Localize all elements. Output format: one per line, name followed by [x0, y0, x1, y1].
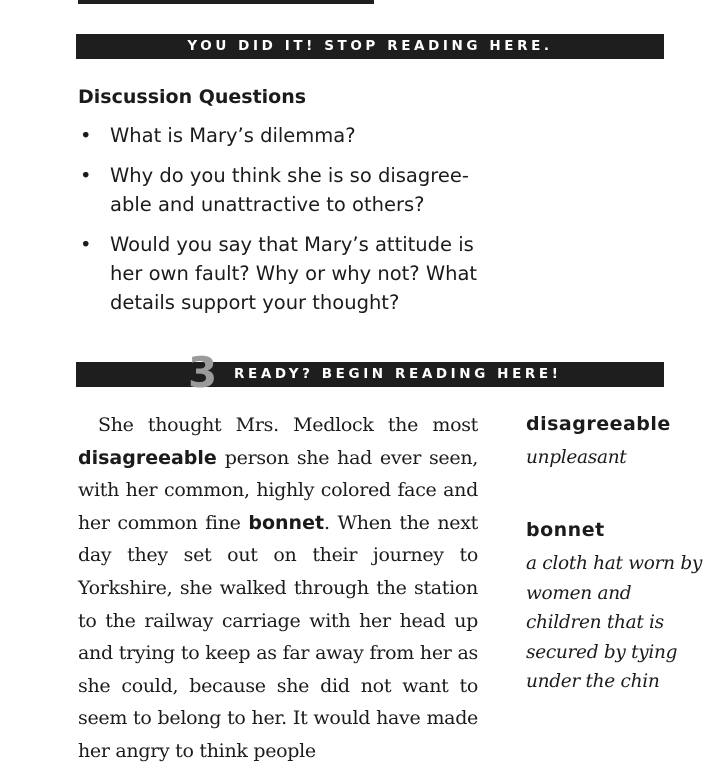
glossary-definition: unpleasant — [526, 447, 627, 468]
passage-text: person she had ever seen, with her common, highly colored face and her common fine — [78, 446, 478, 534]
discussion-questions-list — [78, 121, 498, 328]
previous-section-bar — [78, 0, 374, 4]
discussion-question — [78, 121, 498, 150]
discussion-question — [78, 161, 498, 219]
glossary-term: disagreeable — [526, 413, 671, 435]
reading-passage — [78, 409, 478, 768]
glossary-entry-disagreeable — [526, 411, 706, 473]
question-text: Why do you think she is so disagree-able and unattractive to others? — [110, 164, 469, 216]
stop-reading-banner — [76, 34, 664, 59]
glossary-term: bonnet — [526, 519, 605, 541]
question-text: Would you say that Mary’s attitude is her own fault? Why or why not? What details support your thought? — [110, 233, 478, 314]
passage-text: She thought Mrs. Medlock the most — [98, 414, 478, 436]
vocab-word-bonnet: bonnet — [248, 511, 325, 534]
begin-reading-banner — [76, 362, 664, 387]
begin-reading-banner-text: READY? BEGIN READING HERE! — [234, 366, 562, 382]
discussion-questions-heading: Discussion Questions — [78, 86, 307, 108]
glossary-entry-bonnet — [526, 517, 706, 697]
section-number: 3 — [188, 348, 218, 397]
question-text: What is Mary’s dilemma? — [110, 124, 356, 147]
vocab-word-disagreeable: disagreeable — [78, 446, 217, 469]
discussion-question — [78, 230, 498, 317]
bullet-icon: • — [80, 124, 92, 147]
bullet-icon: • — [80, 233, 92, 256]
passage-text: . When the next day they set out on their journey to Yorkshire, she walked through the station to the railway carriage with her head up and trying to keep as far away from her as she could, because she did not want to seem to belong to her. It would have made her angry to think people — [78, 511, 478, 762]
stop-reading-banner-text: YOU DID IT! STOP READING HERE. — [187, 38, 553, 54]
bullet-icon: • — [80, 164, 92, 187]
glossary-definition: a cloth hat worn by women and children that is secured by tying under the chin — [526, 553, 703, 692]
